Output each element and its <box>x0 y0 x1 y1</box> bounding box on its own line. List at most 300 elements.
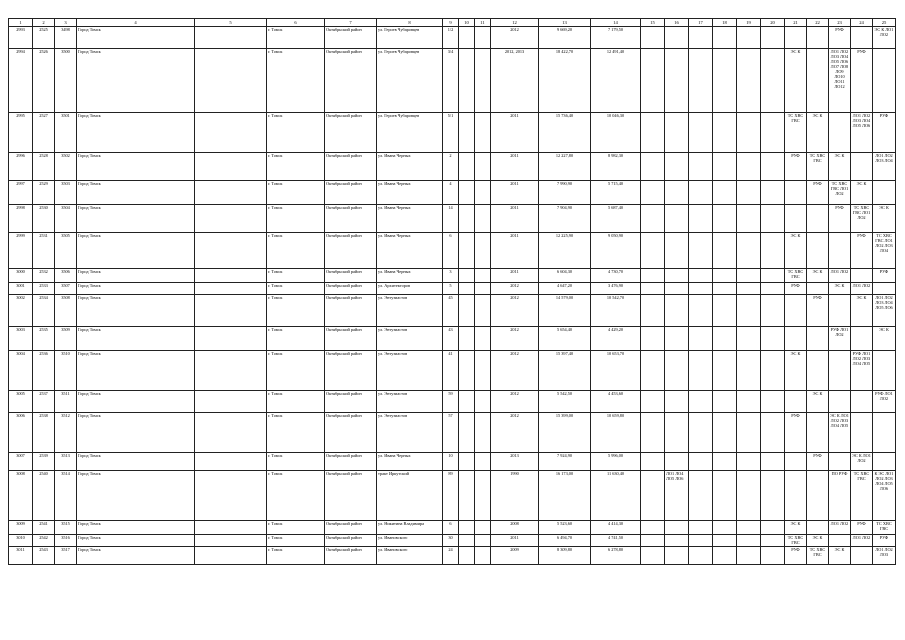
cell-col-25: ЛО1 ЛО2 ЛО3 ЛО4 ЛО5 ЛО6 <box>873 295 896 327</box>
cell-col-21: ЭС К <box>785 233 807 269</box>
cell-col-9: 24 <box>443 547 459 565</box>
cell-col-10 <box>459 327 475 351</box>
column-number-16: 16 <box>665 19 689 27</box>
cell-col-24: ЛО1 ЛО2 <box>851 283 873 295</box>
cell-col-18 <box>713 269 737 283</box>
cell-col-16 <box>665 49 689 113</box>
cell-col-17 <box>689 547 713 565</box>
cell-col-10 <box>459 153 475 181</box>
cell-col-10 <box>459 547 475 565</box>
table-row <box>9 453 896 471</box>
cell-col-11 <box>475 49 491 113</box>
cell-col-9: 43 <box>443 327 459 351</box>
cell-col-19 <box>737 49 761 113</box>
cell-col-14: 8 982,30 <box>591 153 641 181</box>
cell-col-22: ЭС К <box>807 391 829 413</box>
cell-col-18 <box>713 547 737 565</box>
cell-col-14: 3 476,90 <box>591 283 641 295</box>
cell-col-22 <box>807 205 829 233</box>
cell-col-3: 3511 <box>55 391 77 413</box>
cell-col-17 <box>689 521 713 535</box>
cell-col-6: г. Томск <box>267 351 325 391</box>
cell-col-19 <box>737 327 761 351</box>
cell-col-1: 2995 <box>9 113 33 153</box>
cell-col-3: 3508 <box>55 295 77 327</box>
cell-col-6: г. Томск <box>267 269 325 283</box>
cell-col-16 <box>665 113 689 153</box>
cell-col-3: 3503 <box>55 181 77 205</box>
cell-col-15 <box>641 413 665 453</box>
cell-col-1: 3004 <box>9 351 33 391</box>
cell-col-22 <box>807 351 829 391</box>
table-row <box>9 521 896 535</box>
cell-col-24: РУФ <box>851 49 873 113</box>
cell-col-14: 4 741,50 <box>591 535 641 547</box>
cell-col-17 <box>689 153 713 181</box>
cell-col-1: 2993 <box>9 27 33 49</box>
cell-col-14: 5 715,40 <box>591 181 641 205</box>
cell-col-4: Город Томск <box>77 153 195 181</box>
cell-col-19 <box>737 205 761 233</box>
cell-col-21: ЭС К <box>785 521 807 535</box>
cell-col-2: 2538 <box>33 413 55 453</box>
cell-col-23: РУФ <box>829 205 851 233</box>
cell-col-20 <box>761 295 785 327</box>
cell-col-2: 2531 <box>33 233 55 269</box>
cell-col-12: 2012 <box>491 295 539 327</box>
cell-col-8: ул. Ивановского <box>377 547 443 565</box>
cell-col-18 <box>713 351 737 391</box>
cell-col-22 <box>807 327 829 351</box>
table-row <box>9 283 896 295</box>
cell-col-8: ул. Ивана Черных <box>377 181 443 205</box>
cell-col-23: ТС ХВС ГВС ЛО1 ЛО2 <box>829 181 851 205</box>
cell-col-19 <box>737 295 761 327</box>
cell-col-5 <box>195 471 267 521</box>
cell-col-7: Октябрьский район <box>325 233 377 269</box>
cell-col-11 <box>475 295 491 327</box>
cell-col-16: ЛО1 ЛО4 ЛО5 ЛО6 <box>665 471 689 521</box>
table-row <box>9 351 896 391</box>
cell-col-18 <box>713 413 737 453</box>
cell-col-11 <box>475 205 491 233</box>
cell-col-14: 9 050,90 <box>591 233 641 269</box>
cell-col-1: 2994 <box>9 49 33 113</box>
cell-col-2: 2540 <box>33 471 55 521</box>
cell-col-18 <box>713 181 737 205</box>
cell-col-15 <box>641 283 665 295</box>
cell-col-2: 2533 <box>33 283 55 295</box>
cell-col-24: ЭС К <box>851 181 873 205</box>
cell-col-22 <box>807 49 829 113</box>
cell-col-19 <box>737 471 761 521</box>
cell-col-24: РУФ ЛО1 ЛО2 ЛО3 ЛО4 ЛО5 <box>851 351 873 391</box>
cell-col-21 <box>785 453 807 471</box>
cell-col-18 <box>713 521 737 535</box>
cell-col-17 <box>689 27 713 49</box>
cell-col-15 <box>641 547 665 565</box>
cell-col-22 <box>807 471 829 521</box>
cell-col-8: ул. Героев Чубаровцев <box>377 49 443 113</box>
cell-col-23: ЭС К <box>829 547 851 565</box>
cell-col-6: г. Томск <box>267 27 325 49</box>
cell-col-12: 2012 <box>491 327 539 351</box>
cell-col-13: 8 309,80 <box>539 547 591 565</box>
cell-col-9: 3/4 <box>443 49 459 113</box>
cell-col-1: 3011 <box>9 547 33 565</box>
cell-col-15 <box>641 153 665 181</box>
cell-col-8: ул. Ивана Черных <box>377 205 443 233</box>
cell-col-6: г. Томск <box>267 181 325 205</box>
cell-col-2: 2530 <box>33 205 55 233</box>
cell-col-23 <box>829 453 851 471</box>
cell-col-20 <box>761 27 785 49</box>
cell-col-1: 2998 <box>9 205 33 233</box>
cell-col-4: Город Томск <box>77 49 195 113</box>
cell-col-6: г. Томск <box>267 471 325 521</box>
cell-col-7: Октябрьский район <box>325 327 377 351</box>
cell-col-17 <box>689 327 713 351</box>
cell-col-17 <box>689 535 713 547</box>
cell-col-5 <box>195 27 267 49</box>
cell-col-18 <box>713 453 737 471</box>
cell-col-8: ул. Энтузиастов <box>377 391 443 413</box>
cell-col-24: ЛО1 ЛО2 ЛО3 ЛО4 ЛО5 ЛО6 <box>851 113 873 153</box>
cell-col-16 <box>665 413 689 453</box>
cell-col-21: ТС ХВС ГВС <box>785 113 807 153</box>
cell-col-8: ул. Ивана Черных <box>377 453 443 471</box>
column-number-24: 24 <box>851 19 873 27</box>
cell-col-16 <box>665 153 689 181</box>
cell-col-2: 2543 <box>33 547 55 565</box>
cell-col-22 <box>807 521 829 535</box>
cell-col-10 <box>459 113 475 153</box>
cell-col-3: 3507 <box>55 283 77 295</box>
cell-col-16 <box>665 295 689 327</box>
column-number-3: 3 <box>55 19 77 27</box>
cell-col-17 <box>689 295 713 327</box>
cell-col-17 <box>689 391 713 413</box>
cell-col-19 <box>737 547 761 565</box>
cell-col-24 <box>851 27 873 49</box>
cell-col-4: Город Томск <box>77 351 195 391</box>
cell-col-3: 3509 <box>55 327 77 351</box>
cell-col-20 <box>761 49 785 113</box>
cell-col-21: РУФ <box>785 283 807 295</box>
cell-col-17 <box>689 181 713 205</box>
cell-col-11 <box>475 351 491 391</box>
cell-col-4: Город Томск <box>77 205 195 233</box>
cell-col-14: 4 730,70 <box>591 269 641 283</box>
cell-col-5 <box>195 49 267 113</box>
cell-col-25: ТС ХВС ГВС <box>873 521 896 535</box>
table-row <box>9 269 896 283</box>
cell-col-25: ЛО1 ЛО2 ЛО3 ЛО4 <box>873 153 896 181</box>
cell-col-8: ул. Никитина Владимира <box>377 521 443 535</box>
cell-col-12: 2012 <box>491 391 539 413</box>
cell-col-20 <box>761 391 785 413</box>
cell-col-3: 3504 <box>55 205 77 233</box>
cell-col-24: ЭС К <box>851 295 873 327</box>
cell-col-7: Октябрьский район <box>325 413 377 453</box>
cell-col-24: ЛО1 ЛО2 <box>851 535 873 547</box>
cell-col-14: 10 046,30 <box>591 113 641 153</box>
cell-col-19 <box>737 521 761 535</box>
cell-col-5 <box>195 283 267 295</box>
cell-col-24 <box>851 153 873 181</box>
cell-col-23: РУФ ЛО1 ЛО2 <box>829 327 851 351</box>
cell-col-19 <box>737 413 761 453</box>
cell-col-7: Октябрьский район <box>325 295 377 327</box>
cell-col-11 <box>475 233 491 269</box>
column-number-8: 8 <box>377 19 443 27</box>
cell-col-25 <box>873 283 896 295</box>
cell-col-3: 3510 <box>55 351 77 391</box>
cell-col-14: 7 179,50 <box>591 27 641 49</box>
cell-col-12: 2011 <box>491 113 539 153</box>
cell-col-8: ул. Ивана Черных <box>377 153 443 181</box>
cell-col-6: г. Томск <box>267 453 325 471</box>
cell-col-14: 5 996,00 <box>591 453 641 471</box>
cell-col-9: 45 <box>443 295 459 327</box>
cell-col-24: ТС ХВС ГВС ЛО1 ЛО2 <box>851 205 873 233</box>
cell-col-7: Октябрьский район <box>325 283 377 295</box>
cell-col-15 <box>641 181 665 205</box>
cell-col-1: 2999 <box>9 233 33 269</box>
cell-col-23: ЛО1 ЛО2 <box>829 521 851 535</box>
cell-col-5 <box>195 391 267 413</box>
cell-col-20 <box>761 413 785 453</box>
cell-col-4: Город Томск <box>77 269 195 283</box>
cell-col-6: г. Томск <box>267 233 325 269</box>
cell-col-11 <box>475 181 491 205</box>
cell-col-8: ул. Героев Чубаровцев <box>377 113 443 153</box>
cell-col-22: ТС ХВС ГВС <box>807 547 829 565</box>
cell-col-7: Октябрьский район <box>325 27 377 49</box>
cell-col-18 <box>713 327 737 351</box>
cell-col-15 <box>641 233 665 269</box>
cell-col-16 <box>665 269 689 283</box>
table-row <box>9 413 896 453</box>
cell-col-3: 3517 <box>55 547 77 565</box>
table-row <box>9 535 896 547</box>
cell-col-19 <box>737 113 761 153</box>
cell-col-12: 2013 <box>491 453 539 471</box>
cell-col-21: ЭС К <box>785 351 807 391</box>
cell-col-11 <box>475 453 491 471</box>
cell-col-13: 15 736,40 <box>539 113 591 153</box>
cell-col-21 <box>785 471 807 521</box>
cell-col-18 <box>713 153 737 181</box>
cell-col-16 <box>665 453 689 471</box>
cell-col-17 <box>689 413 713 453</box>
cell-col-4: Город Томск <box>77 283 195 295</box>
cell-col-7: Октябрьский район <box>325 471 377 521</box>
cell-col-11 <box>475 327 491 351</box>
cell-col-1: 2997 <box>9 181 33 205</box>
cell-col-22 <box>807 283 829 295</box>
cell-col-14: 6 278,80 <box>591 547 641 565</box>
cell-col-21 <box>785 181 807 205</box>
cell-col-8: ул. Энтузиастов <box>377 413 443 453</box>
cell-col-14: 11 630,40 <box>591 471 641 521</box>
cell-col-25 <box>873 49 896 113</box>
cell-col-2: 2526 <box>33 49 55 113</box>
cell-col-15 <box>641 327 665 351</box>
table-row <box>9 327 896 351</box>
cell-col-7: Октябрьский район <box>325 153 377 181</box>
cell-col-23: ЭС К <box>829 283 851 295</box>
column-number-20: 20 <box>761 19 785 27</box>
cell-col-5 <box>195 113 267 153</box>
cell-col-9: 57 <box>443 413 459 453</box>
cell-col-7: Октябрьский район <box>325 49 377 113</box>
cell-col-1: 3003 <box>9 327 33 351</box>
cell-col-14: 4 429,20 <box>591 327 641 351</box>
cell-col-19 <box>737 391 761 413</box>
cell-col-19 <box>737 453 761 471</box>
cell-col-14: 10 542,70 <box>591 295 641 327</box>
cell-col-11 <box>475 413 491 453</box>
table-body <box>9 27 896 565</box>
cell-col-15 <box>641 453 665 471</box>
cell-col-6: г. Томск <box>267 535 325 547</box>
cell-col-3: 3516 <box>55 535 77 547</box>
cell-col-3: 3513 <box>55 453 77 471</box>
cell-col-5 <box>195 521 267 535</box>
cell-col-14: 10 653,70 <box>591 351 641 391</box>
cell-col-23 <box>829 535 851 547</box>
cell-col-22: РУФ <box>807 453 829 471</box>
cell-col-2: 2537 <box>33 391 55 413</box>
cell-col-22 <box>807 27 829 49</box>
cell-col-1: 3007 <box>9 453 33 471</box>
cell-col-4: Город Томск <box>77 413 195 453</box>
cell-col-20 <box>761 205 785 233</box>
cell-col-10 <box>459 233 475 269</box>
cell-col-18 <box>713 283 737 295</box>
cell-col-15 <box>641 351 665 391</box>
cell-col-23: ЭС К ЛО1 ЛО2 ЛО3 ЛО4 ЛО5 <box>829 413 851 453</box>
column-number-header-row <box>9 19 896 27</box>
cell-col-21 <box>785 327 807 351</box>
cell-col-14: 12 491,40 <box>591 49 641 113</box>
cell-col-22 <box>807 233 829 269</box>
cell-col-11 <box>475 521 491 535</box>
cell-col-16 <box>665 535 689 547</box>
cell-col-9: 2 <box>443 153 459 181</box>
cell-col-1: 3005 <box>9 391 33 413</box>
cell-col-16 <box>665 351 689 391</box>
cell-col-7: Октябрьский район <box>325 181 377 205</box>
cell-col-3: 3500 <box>55 49 77 113</box>
cell-col-13: 15 399,00 <box>539 413 591 453</box>
cell-col-13: 4 647,20 <box>539 283 591 295</box>
cell-col-17 <box>689 453 713 471</box>
cell-col-1: 3008 <box>9 471 33 521</box>
cell-col-17 <box>689 283 713 295</box>
cell-col-7: Октябрьский район <box>325 113 377 153</box>
cell-col-9: 10 <box>443 453 459 471</box>
cell-col-6: г. Томск <box>267 413 325 453</box>
cell-col-21: ТС ХВС ГВС <box>785 269 807 283</box>
cell-col-25: ЛО1 ЛО2 ЛО3 <box>873 547 896 565</box>
cell-col-9: 6 <box>443 233 459 269</box>
table-row <box>9 547 896 565</box>
cell-col-21 <box>785 27 807 49</box>
cell-col-4: Город Томск <box>77 327 195 351</box>
table-row <box>9 153 896 181</box>
cell-col-1: 2996 <box>9 153 33 181</box>
cell-col-10 <box>459 521 475 535</box>
cell-col-25 <box>873 413 896 453</box>
cell-col-1: 3010 <box>9 535 33 547</box>
cell-col-20 <box>761 153 785 181</box>
cell-col-14: 4 414,30 <box>591 521 641 535</box>
cell-col-6: г. Томск <box>267 49 325 113</box>
cell-col-13: 9 669,20 <box>539 27 591 49</box>
cell-col-11 <box>475 471 491 521</box>
cell-col-24: РУФ <box>851 233 873 269</box>
column-number-5: 5 <box>195 19 267 27</box>
cell-col-2: 2529 <box>33 181 55 205</box>
cell-col-23 <box>829 113 851 153</box>
cell-col-11 <box>475 27 491 49</box>
cell-col-3: 3505 <box>55 233 77 269</box>
cell-col-13: 6 494,70 <box>539 535 591 547</box>
column-number-23: 23 <box>829 19 851 27</box>
cell-col-12: 2012 <box>491 283 539 295</box>
cell-col-25: ЭС К <box>873 327 896 351</box>
cell-col-20 <box>761 113 785 153</box>
cell-col-12: 1990 <box>491 471 539 521</box>
cell-col-14: 10 659,80 <box>591 413 641 453</box>
cell-col-17 <box>689 49 713 113</box>
cell-col-15 <box>641 535 665 547</box>
cell-col-25: ЭС К <box>873 205 896 233</box>
cell-col-6: г. Томск <box>267 295 325 327</box>
cell-col-12: 2012, 2013 <box>491 49 539 113</box>
cell-col-16 <box>665 233 689 269</box>
cell-col-7: Октябрьский район <box>325 391 377 413</box>
cell-col-6: г. Томск <box>267 391 325 413</box>
cell-col-20 <box>761 351 785 391</box>
cell-col-1: 3006 <box>9 413 33 453</box>
cell-col-10 <box>459 295 475 327</box>
cell-col-15 <box>641 113 665 153</box>
cell-col-25 <box>873 351 896 391</box>
table-row <box>9 471 896 521</box>
cell-col-25: К ЭС ЛО1 ЛО2 ЛО3 ЛО4 ЛО5 ЛО6 <box>873 471 896 521</box>
cell-col-11 <box>475 535 491 547</box>
cell-col-23: ЛО1 ЛО2 <box>829 269 851 283</box>
cell-col-21: ТС ХВС ГВС <box>785 535 807 547</box>
cell-col-20 <box>761 471 785 521</box>
cell-col-10 <box>459 283 475 295</box>
cell-col-16 <box>665 521 689 535</box>
cell-col-2: 2542 <box>33 535 55 547</box>
cell-col-19 <box>737 283 761 295</box>
cell-col-4: Город Томск <box>77 233 195 269</box>
cell-col-16 <box>665 547 689 565</box>
cell-col-18 <box>713 27 737 49</box>
cell-col-24: ТС ХВС ГВС <box>851 471 873 521</box>
cell-col-11 <box>475 391 491 413</box>
cell-col-11 <box>475 153 491 181</box>
cell-col-13: 5 654,40 <box>539 327 591 351</box>
cell-col-15 <box>641 269 665 283</box>
cell-col-9: 3 <box>443 269 459 283</box>
